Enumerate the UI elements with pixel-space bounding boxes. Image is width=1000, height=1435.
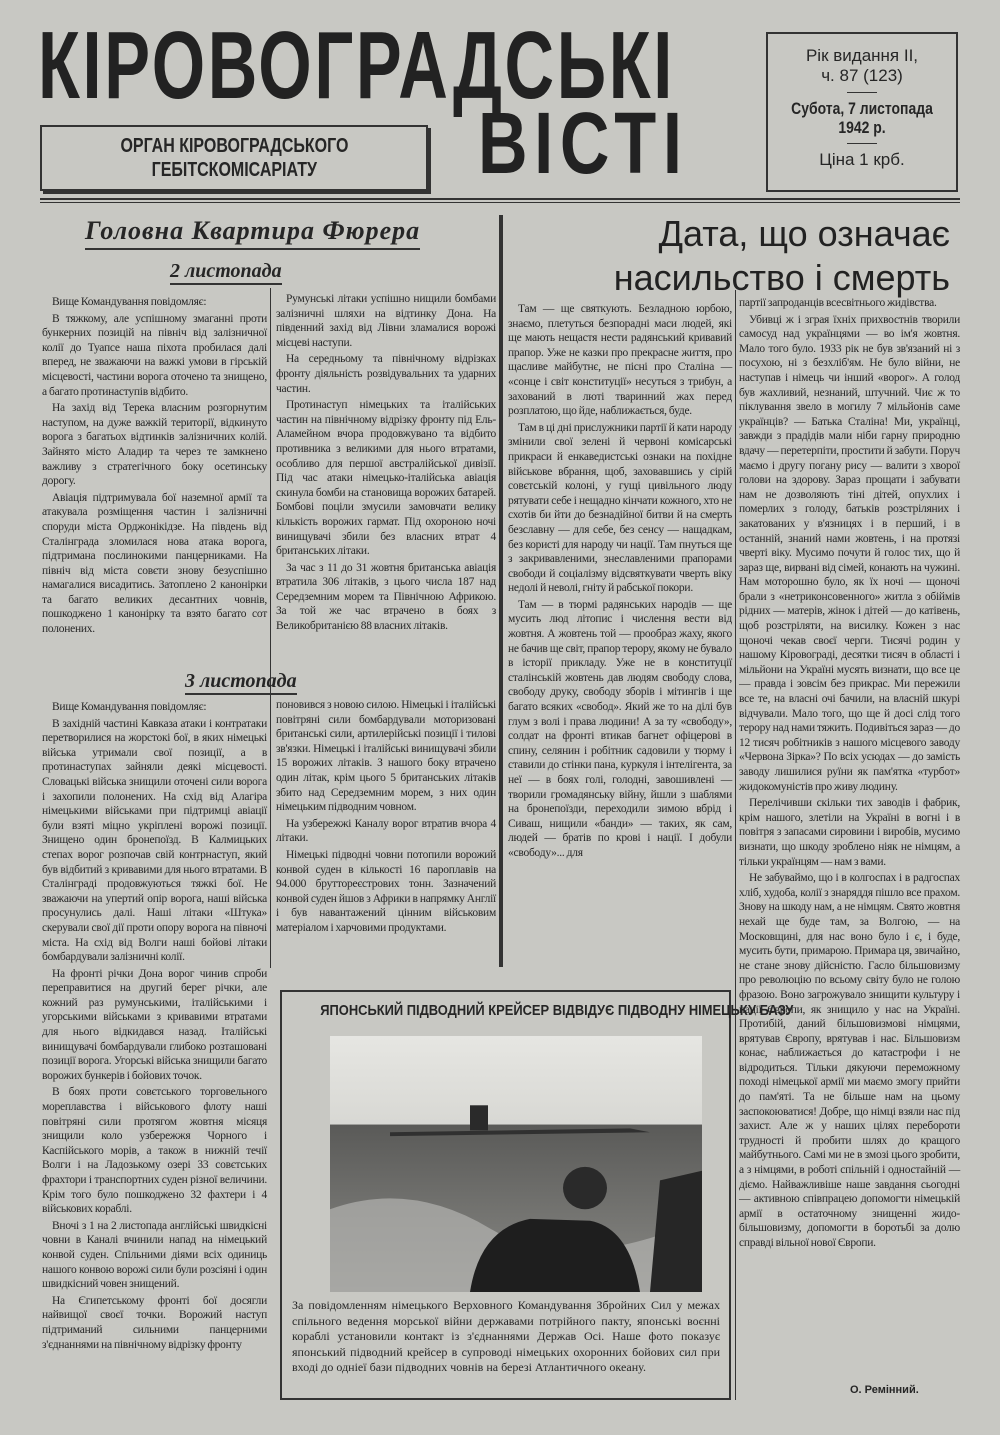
- paragraph: На середньому та північному відрізках фронту діяльність розвідувальних та ударних частин.: [276, 353, 496, 395]
- photo-caption: За повідомленням німецького Верховного Командування Збройних Сил у межах спільного ведення морської війни державами потрійного пакту, японські воєнні кораблі установили контакт із з'єднаннями Держав Осі. Наше фото показує японський підводний крейсер в супроводі німецьких охоронних бойових сил при вході до одніеї бази підводних човнів на березі Атлантичного океану.: [292, 1298, 720, 1374]
- organ-box: [40, 125, 428, 191]
- paragraph: За час з 11 до 31 жовтня британська авіація втратила 306 літаків, з цього числа 187 над Середземним морем та Північною Африкою. За той же час втрачено в боях з Великобританією 88 власних літаків.: [276, 561, 496, 633]
- column-2-top: [276, 292, 496, 636]
- left-article-headline: Головна Квартира Фюрера: [85, 216, 420, 250]
- headline-line1: Дата, що означає: [658, 213, 950, 254]
- paragraph: поновився з новою силою. Німецькі і італійські повітряні сили бомбардували моторизовані британські сили, артилерійські позиції і тилові зв'язки. Німецькі і італійські винищувачі збили 15 ворожих літаків. З нашого боку втрачено один літак, крім цього 5 британських літаків збито над Середземним морем, з них один німецьким підводним човном.: [276, 699, 496, 814]
- column-1-top: [42, 295, 267, 639]
- paragraph: Убивці ж і зграя їхніх прихвостнів творили самосуд над українцями — во ім'я жовтня. Мало того було. 1933 рік не був зв'язаний ні з посухою, ні з безхліб'ям. Не було війни, не наступав і німець чи інший «ворог». А голод був жахливий, незнаний, штучний. Чиє ж то піклування звело в могилу 7 мільйонів саме українців? — Батька Сталіна! Ми, українці, завжди з прадідів мали ніби гарну природню вдачу — перетерпіти, простити й забути. Поруч маємо і другу погану рису — валити з хворої голови на здорову. Зараз прощати і забувати нам не дозволяють тіні дітей, опухлих і померлих з голоду, батьків розстріляних і закатованих у в'язницях і в перший, і в останній, знаний нами жовтень, і на протязі чверті віку. Мусимо почути й голос тих, що й зараз ще, вирвані від сімей, конають на чужині. Нам моторошно було, як їх ночі — щоночі брали з «нетриконсовенного» житла з обіймів рідних — матерів, жінок і дітей — до катівень, щоб розстріляти, на висилку. Кожен з нас щоночі чекав своєї черги. Тисячі родин у нашому Кіровограді, десятки тисяч в області і мільйони на Україні мусять визнати, що все це — правда і зовсім без прикрас. Ми пережили все те, на власні очі бачили, на власній шкурі відчували. Мало того, що ще й досі слід того терору над нами тяжить. Подивіться зараз — до 12 тисяч робітників з нашого місцевого заводу «Червона Зірка»? По всіх усюдах — до замість заводу лишилися руїни як пам'ятка «турбот» жидокомуністів про живу людину.: [739, 313, 960, 793]
- paragraph: В західній частині Кавказа атаки і контратаки перетворилися на жорстокі бої, в яких німецькі війська утримали свої позиції, а в протинаступах зайняли деякі місцевості. Словацькі війська знищили оточені сили ворога і захопили полонених. На схід від Алагіра німецькими військами при підтримці авіації були взяті міцно укріплені ворожі позиції. Знищено один бронепоїзд. В Калмицьких степах ворог розпочав свій контрнаступ, який був відбитий з кривавими для нього втратами. В Сталінграді продовжуються тяжкі бої. Не зважаючи на упертий опір ворога, наші війська просунулись далі. Наші літаки «Штука» скерували свої дії проти опору ворога на півночі міста. На схід від Волги наші бойові літаки бомбардували залізничні колії.: [42, 717, 267, 964]
- paragraph: Румунські літаки успішно нищили бомбами залізничні шляхи на відтинку Дона. На південний захід від Лівни зламалися ворожі місцеві наступи.: [276, 293, 496, 349]
- headline-line2: насильство і смерть: [613, 257, 950, 298]
- paragraph: На Єгипетському фронті бої досягли найвищої своєї точки. Ворожий наступ підтриманий сильними панцерними з'єднаннями на північному відрізку фронту: [42, 1294, 267, 1351]
- column-4: [739, 296, 960, 1253]
- issue-info-box: [766, 32, 958, 192]
- column-1-bottom: [42, 700, 267, 1354]
- column-rule: [735, 290, 736, 1400]
- submarine-photo: [330, 1036, 702, 1292]
- paragraph: В боях проти совєтського торговельного мореплавства і військового флоту наші повітряні сили протягом жовтня місяця знищили коло узбережжя Чорного і Каспійського морів, а також в нижній течії Волги і на Ладозькому озері 33 совєтських фрахтори і транспортних суден різної величини. Крім того було пошкоджено 32 фахтери і 4 військових кораблі.: [42, 1086, 267, 1216]
- column-2-bottom: [276, 698, 496, 938]
- paragraph: Німецькі підводні човни потопили ворожий конвой суден в кількості 16 пароплавів на 94.000 бруттореєстрових тонн. Зазначений конвой суден йшов з Африки в напрямку Англії і був навантажений цінним військовим матеріалом і харчовими продуктами.: [276, 848, 496, 934]
- article-divider-rule: [499, 215, 503, 967]
- paragraph: На захід від Терека власним розгорнутим наступом, на дуже важкій території, відкинуто ворога з багатьох відтинків залізничних колій. Зайнято місто Аладир та через те замкнено важливу з стратегічного боку осетинську дорогу.: [42, 402, 267, 488]
- paragraph: Там — в тюрмі радянських народів — ще мусить люд літопис і числення вести від жовтня. А жовтень той — прообраз жаху, якого не бачив ще світ, прапор терору, якому не бувало в історії прикладу. Уже не в конституції сталінській жовтень дав людям свободу слова, свободу друку, свободу зборів і мітингів і ще багато всяких «свобод». Який же то на ділі був глум з волі і права людини! А за ту «свободу», солдат на фронті втикав багнет офіцерові в спину, селянин і робітник садовили у тюрму і ставили до стінки пана, куркуля і інтелігента, за неї — в боях голі, голодні, завошивлені — творили громадянську війну, йшли з шаблями на бронепоїзди, переходили зимою вбрід і Сиваш, нищили «банди» — таких, як сам, людей — братів по крові і нації. І добули «свободу»... для: [508, 598, 732, 859]
- organ-line2: ГЕБІТСКОМІСАРІАТУ: [151, 159, 317, 181]
- paragraph: Не забуваймо, що і в колгоспах і в радгоспах хліб, худоба, колії з знаряддя пішло все прахом. Знову на шкоду нам, а не німцям. Свято жовтня нехай ще буде там, за Волгою, — на Московщині, для нас воно було і є, і буде, мусить бути, примарою. Примара ця, звичайно, не стане знову дійсністю. Гасло більшовизму про революцію по всьому світу було не голою фразою. Воно загрожувало знищити культуру і нації Європи, як знищило у нас на Україні. Протибій, даний більшовизмові німцями, врятував Європу, врятував і нас. Більшовизм конає, наближається до катастрофи і не відродиться. Тільки дякуючи переможному поході німецької армії ми маємо змогу прийти до пам'яті. Та не більше нам на цьому заспокоюватися! Добре, що німці взяли нас під захист. Але ж у наших цілях перебороти трудності й пробити шлях до кращого майбутнього. Самі ми не в змозі цього зробити, а з німцями, в роботі спільній і одностайній — діємо. Найважливіше наше завдання сьогодні — активною співпрацею допомогти німецькій армії в остаточному знищенні жидо-більшовизму, допомогти в боротьбі за долю справді вільної нової Європи.: [739, 872, 960, 1249]
- newspaper-title-line2: ВІСТІ: [478, 94, 689, 193]
- paragraph: партії запроданців всесвітнього жидівства.: [739, 297, 937, 309]
- paragraph: В тяжкому, але успішному змаганні проти бункерних позицій на північ від залізничної колії до Туапсе наша піхота пробилася далі вперед, не зважаючи на важкі умови в гірській місцевості, частини ворога оточено та знищено, а багато протинаступів відбито.: [42, 312, 267, 398]
- paragraph: Вище Командування повідомляє:: [52, 296, 207, 308]
- paragraph: Перелічивши скільки тих заводів і фабрик, крім нашого, злетіли на Україні в вогні і в повітря з запасами сировини і виробів, мусимо визнати, що шкоду зроблено ніяк не німцям, а тільки українцям — нам з вами.: [739, 797, 960, 868]
- issue-date-line1: Субота, 7 листопада: [791, 99, 933, 118]
- masthead-rule: [40, 198, 960, 200]
- column-rule: [270, 288, 271, 968]
- newspaper-title-line1: КІРОВОГРАДСЬКІ: [38, 12, 675, 120]
- column-3: [508, 302, 732, 863]
- organ-line1: ОРГАН КІРОВОГРАДСЬКОГО: [120, 135, 348, 157]
- right-article-headline: [510, 212, 950, 300]
- masthead-rule-thin: [40, 202, 960, 203]
- photo-headline: ЯПОНСЬКИЙ ПІДВОДНИЙ КРЕЙСЕР ВІДВІДУЄ ПІДВОДНУ НІМЕЦЬКУ БАЗУ: [320, 1002, 794, 1019]
- paragraph: Авіація підтримувала бої наземної армії та атакувала розміщення частин і залізничні споруди міста Орджонікідзе. На південь від Сталінграда зломилася нова атака ворога, підтримана послинокими панцерниками. На північ від міста совєти знову безуспішно намагалися висадитись. Затоплено 2 канонірки та багато великих десантних човнів, пошкоджено 1 канонірку та взято багато сот полонених.: [42, 491, 267, 636]
- paragraph: Там в ці дні прислужники партії й кати народу змінили свої зелені й червоні комісарські прикраси й енкаведистські ознаки на похідне військове вбрання, щоб, заховавшись у сірій совєтській колоні, у гущі цивільного люду рятувати себе і нещадно кінчати кожного, хто не схотів би йти до безнадійної битви й на смерть безславну — для себе, без сенсу — нащадкам, без користі для народу чи нації. Там пнуться ще з закривавленими, знеславленими прапорами свободи й соціалізму відсвяткувати чверть віку недолі й неволі, гніту й рабської покори.: [508, 421, 732, 595]
- divider: [847, 92, 877, 93]
- dateline-nov-3: 3 листопада: [185, 670, 297, 695]
- issue-number: ч. 87 (123): [821, 66, 903, 85]
- paragraph: Протинаступ німецьких та італійських частин на північному відрізку фронту під Ель-Аламейном вчора продовжувано та відбито противника з великими для нього втратами, особливо для першої австралійської дивізії. Під час атаки німецько-італійська авіація скинула бомби на становища ворожих батарей. Бомбові поціли змусили замовчати велику кількість ворожих гармат. Під охороною ночі винищувачі збили без власних втрат 4 британських літаки.: [276, 399, 496, 558]
- divider: [847, 143, 877, 144]
- paragraph: Вище Командування повідомляє:: [52, 701, 207, 713]
- publication-year: Рік видання II,: [805, 46, 919, 65]
- paragraph: На узбережжі Каналу ворог втратив вчора 4 літаки.: [276, 817, 496, 845]
- dateline-nov-2: 2 листопада: [170, 260, 282, 285]
- paragraph: Там — ще святкують. Безладною юрбою, знаємо, плетуться безпорадні маси людей, які ще мають нещастя нести радянський кривавий прапор. Уже не казки про прекрасне життя, про щасливе майбутнє, не пісні про Сталіна — «сонце і світ конституції» несуться з трибун, а захований в люті тваринний жах перед розплатою, що йде, наближається, буде.: [508, 303, 732, 418]
- issue-date-line2: 1942 р.: [838, 118, 886, 137]
- price: Ціна 1 крб.: [819, 150, 905, 169]
- paragraph: Вночі з 1 на 2 листопада англійські швидкісні човни в Каналі вчинили напад на німецький конвой суден. Спільними діями всіх одиниць нашого конвою ворожі сили були розсіяні і один швидкісний човен знищений.: [42, 1219, 267, 1291]
- paragraph: На фронті річки Дона ворог чинив спроби переправитися на другий берег річки, але кожний раз румунськими, італійськими і угорськими військами з кривавими втратами для нього відкидався назад. Італійські винищувачі бомбардували глибоко розташовані позиції ворога. Угорські війська знищили багато ворожих бункерів і бойових точок.: [42, 967, 267, 1082]
- photo-feature-box: [280, 990, 794, 1400]
- author-signature: О. Ремінний.: [850, 1384, 919, 1396]
